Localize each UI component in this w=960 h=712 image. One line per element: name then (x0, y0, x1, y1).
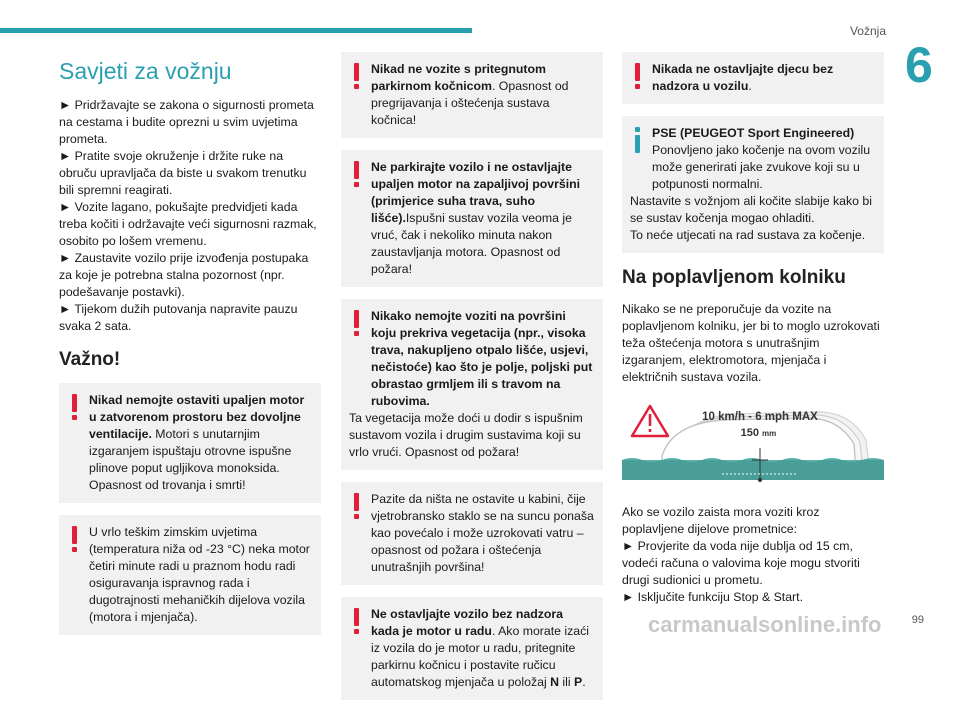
warning-box (341, 52, 603, 138)
warning-text: Ne parkirajte vozilo i ne ostavljajte upaljen motor na zapaljivoj površini (primjerice suha trava, suho lišće).Ispušni sustav vozila veoma je vruć, čak i nekoliko minuta nakon zaustavljanja motora. Opasnost od požara! (371, 160, 581, 276)
running-title: Vožnja (849, 24, 886, 38)
hazard-triangle-icon (632, 406, 668, 436)
warning-icon (354, 161, 359, 187)
column-2 (341, 52, 603, 712)
flood-intro: Nikako se ne preporučuje da vozite na poplavljenom kolniku, jer bi to moglo uzrokovati teža oštećenja motora s unutrašnjim izgaranjem, elektromotora, mjenjača i električnih sustava vozila. (622, 302, 880, 384)
warning-icon (354, 63, 359, 89)
column-3 (622, 52, 884, 606)
warning-box (341, 597, 603, 700)
depth-value: 150 (740, 427, 759, 439)
warning-box (341, 299, 603, 470)
info-text: PSE (PEUGEOT Sport Engineered) Ponovljeno jako kočenje na ovom vozilu može generirati jake zvukove koji su u potpunosti normalni. Nastavite s vožnjom ali kočite slabije kako bi se sustav kočenja mogao ohladiti. To neće utjecati na rad sustava za kočenje. (630, 126, 872, 242)
page-number: 99 (911, 614, 924, 626)
warning-icon (354, 608, 359, 634)
flood-heading: Na poplavljenom kolniku (622, 267, 846, 288)
warning-text: Nikako nemojte voziti na površini koju prekriva vegetacija (npr., visoka trava, nakupljeno otpalo lišće, usjevi, nečistoće) kao što je polje, poljski put obrastao grmljem ili s travom na rubovima. Ta vegetacija može doći u dodir s ispušnim sustavom vozila i drugim sustavima koji su vrlo vrući. Opasnost od požara! (349, 309, 593, 459)
bullet: ► Provjerite da voda nije dublja od 15 cm, vodeći računa o valovima koje mogu stvoriti drugi sudionici u prometu. (622, 539, 860, 587)
bullet: ► Tijekom dužih putovanja napravite pauzu svaka 2 sata. (59, 302, 298, 333)
after-figure-text: Ako se vozilo zaista mora voziti kroz poplavljene dijelove prometnice: (622, 505, 820, 536)
warning-icon (354, 493, 359, 519)
header-accent-bar (0, 28, 472, 33)
bullet: ► Vozite lagano, pokušajte predvidjeti kada treba kočiti i održavajte veći sigurnosni razmak, osobito po lošem vremenu. (59, 200, 317, 248)
important-heading: Važno! (59, 349, 121, 370)
warning-icon (635, 63, 640, 89)
warning-icon (72, 394, 77, 420)
warning-box (59, 383, 321, 503)
depth-unit: mm (762, 429, 777, 438)
warning-text: U vrlo teškim zimskim uvjetima (temperatura niža od -23 °C) neka motor četiri minute radi u praznom hodu radi osiguravanja ispravnog rada i dugotrajnosti mehaničkih dijelova vozila (motora i mjenjača). (89, 525, 310, 624)
watermark: carmanualsonline.info (648, 612, 882, 637)
section-title: Savjeti za vožnju (59, 58, 232, 84)
warning-box (341, 482, 603, 585)
bullet: ► Zaustavite vozilo prije izvođenja postupaka za koje je potrebna stalna pozornost (npr. podešavanje postavki). (59, 251, 309, 299)
info-box (622, 116, 884, 253)
warning-text: Nikada ne ostavljajte djecu bez nadzora u vozilu. (652, 62, 834, 93)
chapter-number: 6 (905, 37, 933, 93)
warning-text: Nikad ne vozite s pritegnutom parkirnom kočnicom. Opasnost od pregrijavanja i oštećenja sustava kočnica! (371, 62, 569, 127)
car-water-icon (622, 400, 884, 492)
bullet: ► Isključite funkciju Stop & Start. (622, 590, 803, 604)
speed-limit-label: 10 km/h - 6 mph MAX (702, 411, 818, 423)
warning-text: Nikad nemojte ostaviti upaljen motor u zatvorenom prostoru bez dovoljne ventilacije. Motori s unutarnjim izgaranjem ispuštaju otrovne ispušne plinove poput ugljikova monoksida. Opasnost od trovanja i smrti! (89, 393, 305, 492)
warning-box (59, 515, 321, 635)
bullet: ► Pratite svoje okruženje i držite ruke na obruču upravljača da biste u svakom trenutku bili spremni reagirati. (59, 149, 307, 197)
warning-text: Pazite da ništa ne ostavite u kabini, čije vjetrobransko staklo se na suncu ponaša kao povećalo i može uzrokovati vatru – opasnost od požara i oštećenja unutrašnjih površina! (371, 492, 594, 574)
warning-box (622, 52, 884, 104)
bullet: ► Pridržavajte se zakona o sigurnosti prometa na cestama i budite oprezni u svim uvjetima prometa. (59, 98, 314, 146)
warning-icon (72, 526, 77, 552)
column-1 (59, 52, 321, 647)
warning-box (341, 150, 603, 287)
warning-icon (354, 310, 359, 336)
info-icon (635, 127, 640, 153)
warning-text: Ne ostavljajte vozilo bez nadzora kada je motor u radu. Ako morate izaći iz vozila do je motor u radu, pritegnite parkirnu kočnicu i postavite ručicu automatskog mjenjača u položaj N ili P. (371, 607, 590, 689)
flooded-road-illustration (622, 400, 884, 492)
